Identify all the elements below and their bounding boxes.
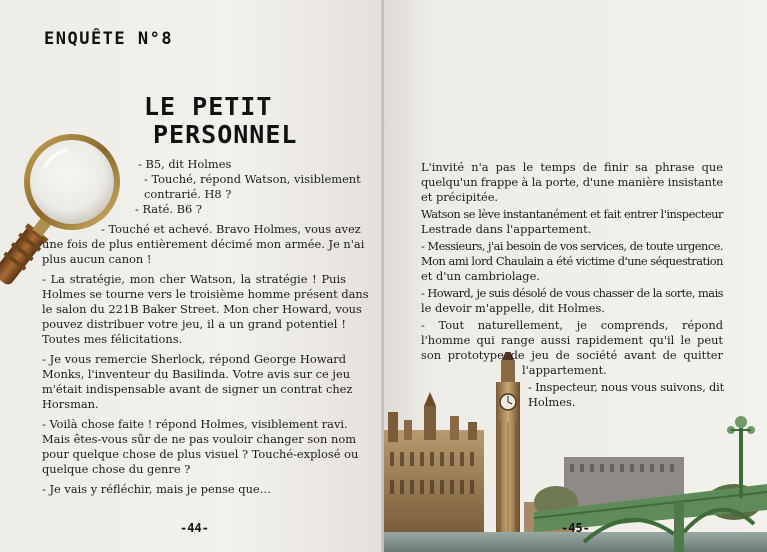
- text-line: L'invité n'a pas le temps de finir sa phrase que: [421, 160, 723, 174]
- text-line: - B5, dit Holmes: [138, 157, 232, 171]
- text-line: quelque chose du genre ?: [42, 462, 191, 476]
- text-line: son prototype de jeu de société avant de quitter: [421, 348, 723, 362]
- text-line: - Inspecteur, nous vous suivons, dit: [528, 380, 724, 394]
- chapter-title-line-1: LE PETIT: [144, 92, 273, 121]
- text-line: contrarié. H8 ?: [144, 187, 232, 201]
- text-line: Horsman.: [42, 397, 99, 411]
- text-line: m'était indispensable avant de signer un contrat chez: [42, 382, 353, 396]
- page-number: -45-: [561, 521, 590, 535]
- text-line: une fois de plus entièrement décimé mon armée. Je n'ai: [42, 237, 365, 251]
- text-line: - Je vous remercie Sherlock, répond George Howard: [42, 352, 346, 366]
- text-line: pouvez distribuer votre jeu, il a un grand potentiel !: [42, 317, 346, 331]
- text-line: Holmes se tourne vers le troisième homme présent dans: [42, 287, 369, 301]
- right-page: [384, 0, 767, 552]
- text-line: et d'un cambriolage.: [421, 269, 540, 283]
- page-number: -44-: [180, 521, 209, 535]
- text-line: Monks, l'inventeur du Basilinda. Votre avis sur ce jeu: [42, 367, 351, 381]
- text-line: Holmes.: [528, 395, 576, 409]
- text-line: - Tout naturellement, je comprends, répond: [421, 318, 723, 332]
- investigation-header: ENQUÊTE N°8: [44, 29, 174, 49]
- text-line: - Je vais y réfléchir, mais je pense que…: [42, 482, 272, 496]
- text-line: - Touché et achevé. Bravo Holmes, vous avez: [101, 222, 361, 236]
- text-line: Watson se lève instantanément et fait entrer l'inspecteur: [421, 207, 723, 221]
- text-line: le devoir m'appelle, dit Holmes.: [421, 301, 605, 315]
- text-line: - Howard, je suis désolé de vous chasser de la sorte, mais: [421, 286, 723, 300]
- text-line: et précipitée.: [421, 190, 499, 204]
- text-line: Mais êtes-vous sûr de ne pas vouloir changer son nom: [42, 432, 356, 446]
- text-line: Mon ami lord Chaulain a été victime d'une séquestration: [421, 254, 723, 268]
- text-line: plus aucun canon !: [42, 252, 152, 266]
- text-line: le salon du 221B Baker Street. Mon cher Howard, vous: [42, 302, 362, 316]
- text-line: l'homme qui range aussi rapidement qu'il le peut: [421, 333, 723, 347]
- text-line: - Voilà chose faite ! répond Holmes, visiblement ravi.: [42, 417, 348, 431]
- text-line: - Messieurs, j'ai besoin de vos services, de toute urgence.: [421, 239, 723, 253]
- chapter-title-line-2: PERSONNEL: [153, 120, 298, 149]
- text-line: - Raté. B6 ?: [135, 202, 203, 216]
- text-line: l'appartement.: [522, 363, 607, 377]
- text-line: pour quelque chose de plus visuel ? Touché-explosé ou: [42, 447, 359, 461]
- text-line: Lestrade dans l'appartement.: [421, 222, 592, 236]
- text-line: Toutes mes félicitations.: [42, 332, 183, 346]
- text-line: - Touché, répond Watson, visiblement: [144, 172, 361, 186]
- text-line: - La stratégie, mon cher Watson, la stratégie ! Puis: [42, 272, 346, 286]
- left-page: [0, 0, 383, 552]
- text-line: quelqu'un frappe à la porte, d'une manière insistante: [421, 175, 723, 189]
